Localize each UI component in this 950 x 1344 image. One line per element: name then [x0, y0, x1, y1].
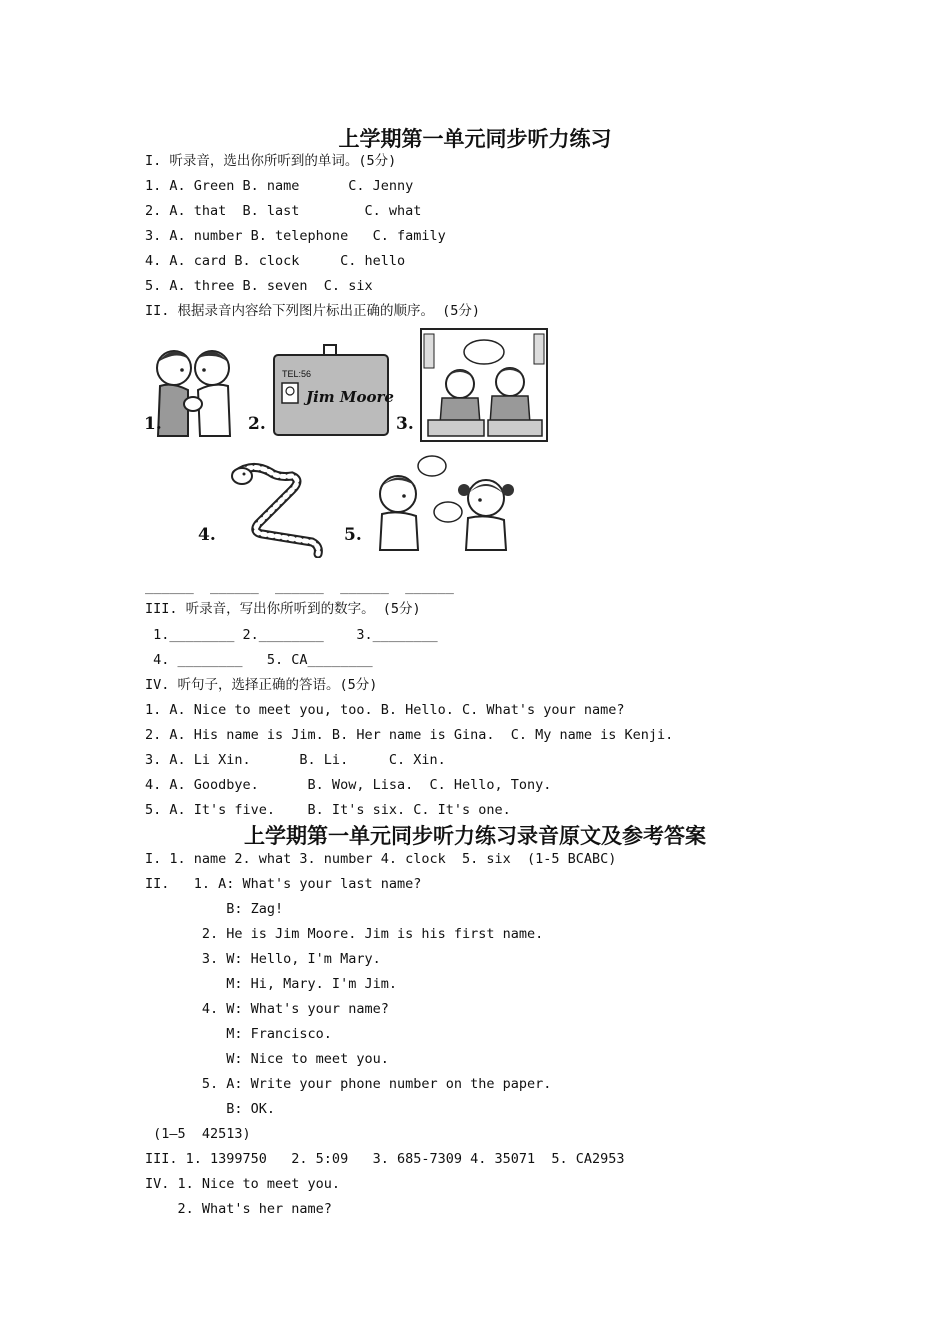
answer-line: W: Nice to meet you.: [145, 1051, 389, 1067]
part4-item: 4. A. Goodbye. B. Wow, Lisa. C. Hello, Tony.: [145, 777, 552, 793]
answer-line: 4. W: What's your name?: [145, 1001, 389, 1017]
picture-classroom: [420, 328, 548, 442]
part4-item: 1. A. Nice to meet you, too. B. Hello. C. What's your name?: [145, 702, 625, 718]
answer-line: (1—5 42513): [145, 1126, 251, 1142]
part3-heading: III. 听录音，写出你所听到的数字。 (5分): [145, 601, 421, 617]
answer-line: M: Hi, Mary. I'm Jim.: [145, 976, 397, 992]
part4-item: 2. A. His name is Jim. B. Her name is Gina. C. My name is Kenji.: [145, 727, 674, 743]
picture-snake: [222, 458, 330, 558]
answer-line: I. 1. name 2. what 3. number 4. clock 5. six (1-5 BCABC): [145, 851, 617, 867]
answer-line: 2. What's her name?: [145, 1201, 332, 1217]
part1-item: 2. A. that B. last C. what: [145, 203, 422, 219]
picture-label: 4.: [198, 525, 216, 545]
answer-line: IV. 1. Nice to meet you.: [145, 1176, 341, 1192]
answer-line: III. 1. 1399750 2. 5:09 3. 685-7309 4. 35071 5. CA2953: [145, 1151, 625, 1167]
card-small-text: TEL:56: [282, 369, 312, 379]
part1-heading: I. 听录音，选出你所听到的单词。(5分): [145, 153, 397, 169]
picture-label: 3.: [396, 414, 414, 434]
order-answer-blanks: ______ ______ ______ ______ ______: [145, 579, 454, 595]
part1-item: 4. A. card B. clock C. hello: [145, 253, 406, 269]
card-name-text: Jim Moore: [306, 388, 394, 406]
worksheet-title: 上学期第一单元同步听力练习: [338, 126, 612, 151]
picture-label: 1.: [144, 414, 162, 434]
picture-label: 2.: [248, 414, 266, 434]
part4-item: 5. A. It's five. B. It's six. C. It's one.: [145, 802, 511, 818]
answer-line: 5. A: Write your phone number on the paper.: [145, 1076, 552, 1092]
answer-line: II. 1. A: What's your last name?: [145, 876, 422, 892]
part4-item: 3. A. Li Xin. B. Li. C. Xin.: [145, 752, 446, 768]
part1-item: 5. A. three B. seven C. six: [145, 278, 373, 294]
part3-blanks-row: 1.________ 2.________ 3.________: [145, 627, 438, 643]
part3-blanks-row: 4. ________ 5. CA________: [145, 652, 373, 668]
answer-line: 2. He is Jim Moore. Jim is his first name.: [145, 926, 544, 942]
part1-item: 1. A. Green B. name C. Jenny: [145, 178, 414, 194]
part2-heading: II. 根据录音内容给下列图片标出正确的顺序。 (5分): [145, 303, 481, 319]
answers-title: 上学期第一单元同步听力练习录音原文及参考答案: [244, 823, 706, 848]
answer-line: 3. W: Hello, I'm Mary.: [145, 951, 381, 967]
answer-line: B: OK.: [145, 1101, 276, 1117]
answer-line: M: Francisco.: [145, 1026, 332, 1042]
picture-boy-girl: [370, 452, 522, 552]
picture-label: 5.: [344, 525, 362, 545]
part4-heading: IV. 听句子，选择正确的答语。(5分): [145, 677, 378, 693]
answer-line: B: Zag!: [145, 901, 284, 917]
part1-item: 3. A. number B. telephone C. family: [145, 228, 446, 244]
